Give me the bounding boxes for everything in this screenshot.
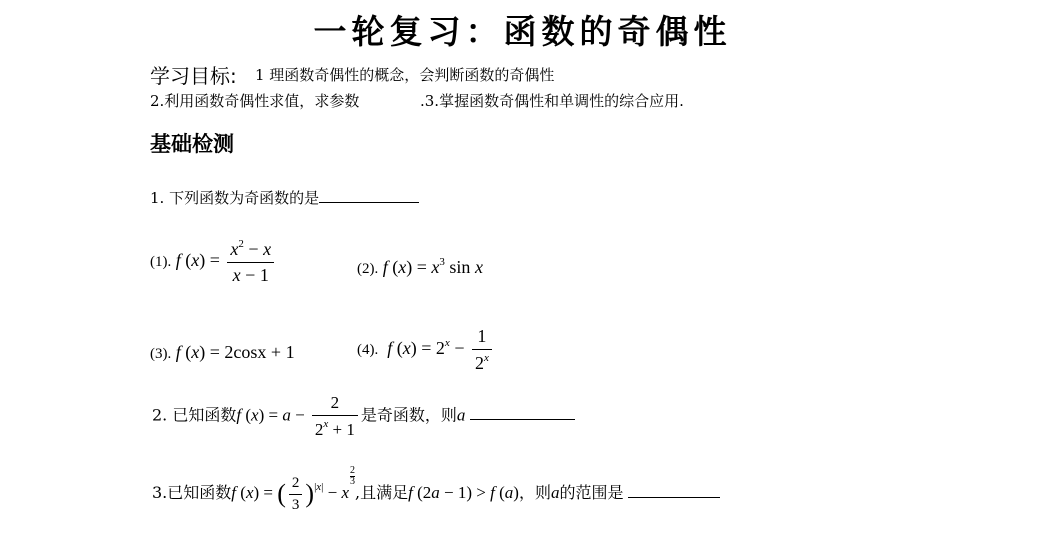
question-2: 2. 已知函数f (x) = a − $\frac{2}{2^x + 1}$ 是奇函数，则a (152, 393, 575, 440)
question-3-fraction: $\frac{2}{3}$ (289, 475, 303, 514)
option-4-fraction: $\frac{1}{2^x}$ (472, 326, 492, 374)
goals-label: 学习目标: (150, 64, 237, 88)
answer-blank-1[interactable] (319, 188, 419, 203)
option-3: (3). f (x) = 2cosx + 1 (150, 342, 295, 362)
answer-blank-3[interactable] (628, 483, 720, 498)
option-1: (1). f (x) = $\frac{x^2 - x}{x - 1}$ (150, 238, 277, 286)
question-2-fraction: $\frac{2}{2^x + 1}$ (312, 393, 358, 440)
section-heading: 基础检测 (150, 132, 234, 156)
question-1-stem: 1. 下列函数为奇函数的是 (150, 189, 320, 207)
goal-item-3: .3.掌握函数奇偶性和单调性的综合应用. (420, 92, 684, 110)
question-3-exponent: $\frac{2}{3}$ (350, 465, 356, 487)
page-title: 一轮复习：函数的奇偶性 (313, 12, 732, 51)
goal-item-1: 1 理函数奇偶性的概念，会判断函数的奇偶性 (255, 66, 555, 84)
question-3: 3.已知函数f (x) = ( $\frac{2}{3}$ )$^{|x|} - x\frac{2}{3}$ ,且满足f (2a − 1) > f (a)，则a的范围是 (152, 466, 720, 514)
question-1 (150, 187, 419, 208)
option-4: (4). f $(x) = 2^x$ − $\frac{1}{2^x}$ (357, 326, 495, 374)
option-2: (2). f $(x) = x^3$ sin x (357, 256, 483, 277)
answer-blank-2[interactable] (470, 405, 575, 420)
goal-item-2: 2.利用函数奇偶性求值，求参数 (150, 92, 360, 110)
option-1-fraction: $\frac{x^2 - x}{x - 1}$ (227, 238, 274, 286)
